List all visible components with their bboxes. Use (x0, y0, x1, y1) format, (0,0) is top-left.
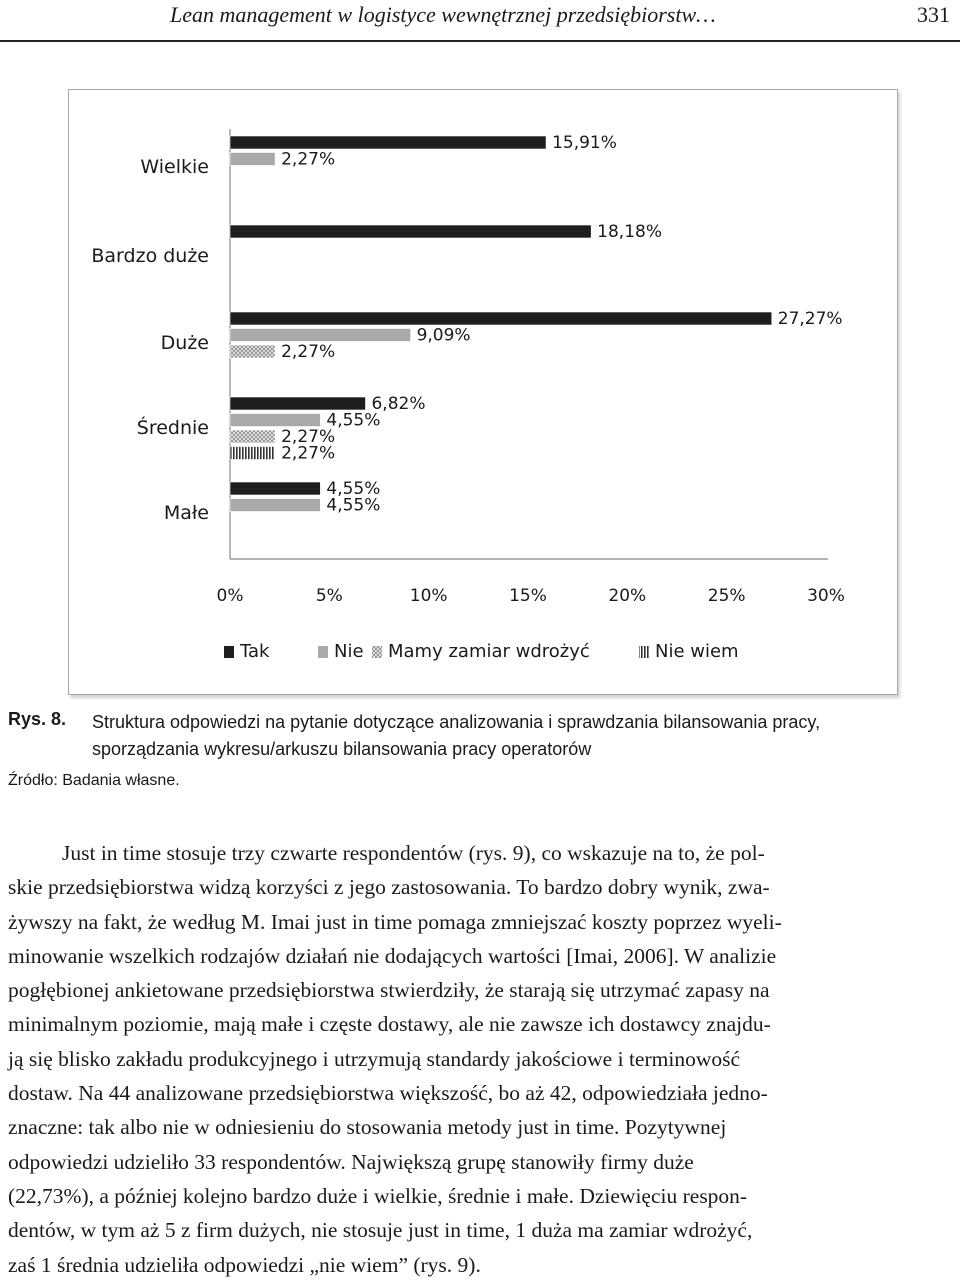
x-tick-label: 0% (216, 586, 244, 606)
body-line: Just in time stosuje trzy czwarte respondentów (rys. 9), co wskazuje na to, że pol- (62, 841, 765, 865)
legend-label: Mamy zamiar wdrożyć (388, 641, 590, 662)
running-title: Lean management w logistyce wewnętrznej przedsiębiorstw… (170, 2, 716, 27)
data-label: 4,55% (326, 495, 381, 516)
bar-nie (230, 153, 275, 166)
x-tick-label: 10% (409, 586, 448, 606)
data-label: 2,27% (281, 443, 336, 464)
bar-nie (230, 499, 320, 512)
x-tick-label: 5% (315, 586, 343, 606)
data-label: 15,91% (552, 133, 617, 153)
bar-tak (230, 225, 591, 238)
bar-mamy-zamiar-wdro-y- (230, 345, 275, 358)
data-label: 4,55% (326, 410, 381, 431)
body-line: pogłębionej ankietowane przedsiębiorstwa stwierdziły, że starają się utrzymać zapasy na (8, 978, 770, 1003)
data-label: 18,18% (597, 222, 663, 242)
legend-label: Tak (240, 641, 270, 662)
data-label: 4,55% (326, 479, 381, 499)
bar-mamy-zamiar-wdro-y- (230, 430, 275, 443)
bar-nie (230, 414, 320, 427)
x-tick-label: 25% (707, 586, 746, 606)
figure-label: Rys. 8. (8, 709, 67, 729)
page-number: 331 (917, 2, 950, 27)
legend-swatch (318, 646, 328, 658)
data-label: 2,27% (281, 342, 336, 362)
figure-caption: Struktura odpowiedzi na pytanie dotyczące analizowania i sprawdzania bilansowania pracy, sporządzania wykresu/arkuszu bilansowania pracy operatorów (92, 712, 821, 759)
category-label: Duże (160, 332, 209, 354)
legend-label: Nie wiem (655, 641, 739, 662)
body-line: odpowiedzi udzieliło 33 respondentów. Największą grupę stanowiły firmy duże (8, 1149, 694, 1174)
bar-nie-wiem (230, 447, 275, 460)
data-label: 2,27% (281, 427, 336, 447)
bar-tak (230, 397, 365, 410)
data-label: 27,27% (777, 309, 843, 329)
body-line: dostaw. Na 44 analizowane przedsiębiorstwa większość, bo aż 42, odpowiedziała jedno- (8, 1081, 768, 1106)
category-label: Bardzo duże (91, 245, 209, 267)
bar-tak (230, 136, 546, 149)
body-paragraph (8, 836, 954, 1282)
x-tick-label: 20% (608, 586, 647, 606)
body-line: minowanie wszelkich rodzajów działań nie dodających wartości [Imai, 2006]. W analizie (8, 943, 777, 968)
category-label: Wielkie (140, 156, 209, 178)
bar-nie (230, 329, 411, 342)
legend-swatch (639, 646, 649, 658)
bar-tak (230, 312, 772, 325)
body-line: zaś 1 średnia udzieliła odpowiedzi „nie wiem” (rys. 9). (8, 1252, 481, 1277)
bar-chart (68, 89, 896, 693)
data-label: 6,82% (371, 394, 426, 414)
legend-label: Nie (334, 641, 364, 662)
body-line: dentów, w tym aż 5 z firm dużych, nie stosuje just in time, 1 duża ma zamiar wdrożyć, (8, 1218, 753, 1243)
x-tick-label: 30% (807, 586, 845, 606)
legend-swatch (224, 646, 234, 658)
category-label: Małe (163, 502, 209, 524)
page-header (0, 0, 960, 42)
body-line: znaczne: tak albo nie w odniesieniu do stosowania metody just in time. Pozytywnej (8, 1115, 727, 1140)
body-line: (22,73%), a później kolejno bardzo duże i wielkie, średnie i małe. Dziewięciu respon- (8, 1183, 748, 1208)
legend-swatch (372, 646, 382, 658)
bar-tak (230, 482, 320, 495)
x-tick-label: 15% (509, 586, 547, 606)
figure-source: Źródło: Badania własne. (8, 772, 180, 789)
body-line: żywszy na fakt, że według M. Imai just in time pomaga zmniejszać koszty poprzez wyeli- (8, 909, 782, 934)
data-label: 9,09% (416, 325, 471, 346)
body-line: skie przedsiębiorstwa widzą korzyści z jego zastosowania. To bardzo dobry wynik, zwa- (8, 875, 770, 900)
data-label: 2,27% (281, 149, 336, 170)
body-line: minimalnym poziomie, mają małe i częste dostawy, ale nie zawsze ich dostawcy znajdu- (8, 1012, 771, 1037)
category-label: Średnie (136, 417, 209, 439)
body-line: ją się blisko zakładu produkcyjnego i utrzymują standardy jakościowe i terminowość (8, 1046, 741, 1071)
